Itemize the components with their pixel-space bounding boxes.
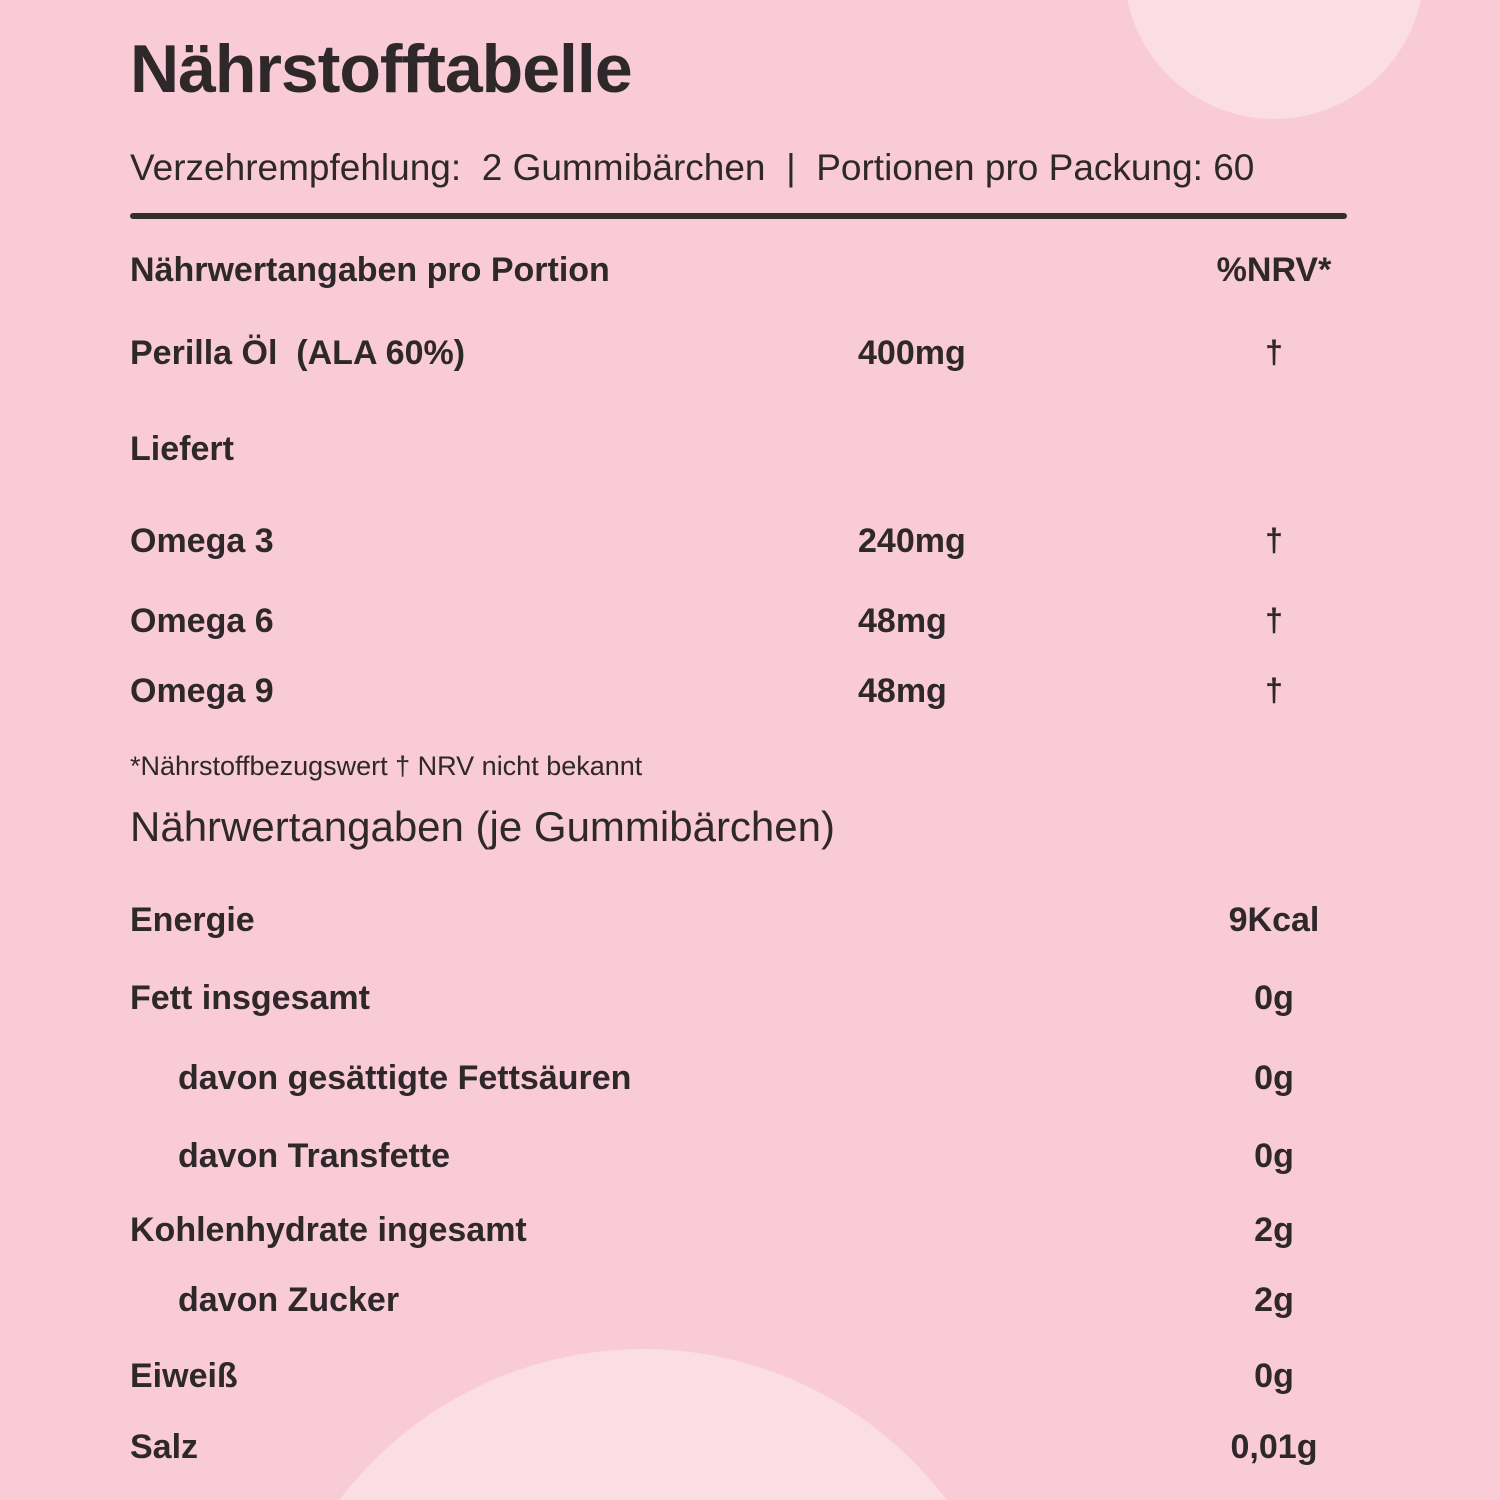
row-label-salz: Salz: [130, 1428, 199, 1466]
row-value-kohlenhydrate: 2g: [1254, 1211, 1294, 1249]
row-nrv-omega6: †: [1265, 602, 1283, 638]
row-amount-omega6: 48mg: [858, 602, 947, 640]
row-label-omega3: Omega 3: [130, 522, 274, 560]
row-label-transfette: davon Transfette: [178, 1137, 451, 1175]
serving-recommendation: Verzehrempfehlung: 2 Gummibärchen | Portionen pro Packung: 60: [130, 147, 1255, 188]
row-value-zucker: 2g: [1254, 1281, 1294, 1319]
row-label-energie: Energie: [130, 901, 255, 939]
divider-rule: [130, 213, 1347, 219]
row-amount-omega3: 240mg: [858, 522, 966, 560]
row-label-zucker: davon Zucker: [178, 1281, 400, 1319]
table1-header-label: Nährwertangaben pro Portion: [130, 251, 610, 289]
row-value-fett: 0g: [1254, 979, 1294, 1017]
row-label-fett: Fett insgesamt: [130, 979, 370, 1017]
row-label-eiweiss: Eiweiß: [130, 1357, 238, 1395]
page-title: Nährstofftabelle: [130, 31, 632, 107]
row-label-liefert: Liefert: [130, 430, 234, 468]
row-label-kohlenhydrate: Kohlenhydrate ingesamt: [130, 1211, 527, 1249]
row-amount-omega9: 48mg: [858, 672, 947, 710]
row-label-perilla-oil: Perilla Öl (ALA 60%): [130, 334, 466, 372]
table1-header-nrv: %NRV*: [1216, 251, 1332, 289]
row-value-gesaettigte-fettsaeuren: 0g: [1254, 1059, 1294, 1097]
row-label-gesaettigte-fettsaeuren: davon gesättigte Fettsäuren: [178, 1059, 632, 1097]
row-value-salz: 0,01g: [1230, 1428, 1318, 1466]
row-label-omega9: Omega 9: [130, 672, 274, 710]
row-nrv-omega9: †: [1265, 672, 1283, 708]
row-nrv-omega3: †: [1265, 522, 1283, 558]
row-value-eiweiss: 0g: [1254, 1357, 1294, 1395]
row-nrv-perilla-oil: †: [1265, 334, 1283, 370]
row-value-transfette: 0g: [1254, 1137, 1294, 1175]
nrv-footnote: *Nährstoffbezugswert † NRV nicht bekannt: [130, 751, 643, 781]
row-label-omega6: Omega 6: [130, 602, 274, 640]
row-value-energie: 9Kcal: [1228, 901, 1320, 939]
section-title-per-gummy: Nährwertangaben (je Gummibärchen): [130, 803, 835, 850]
row-amount-perilla-oil: 400mg: [858, 334, 966, 372]
